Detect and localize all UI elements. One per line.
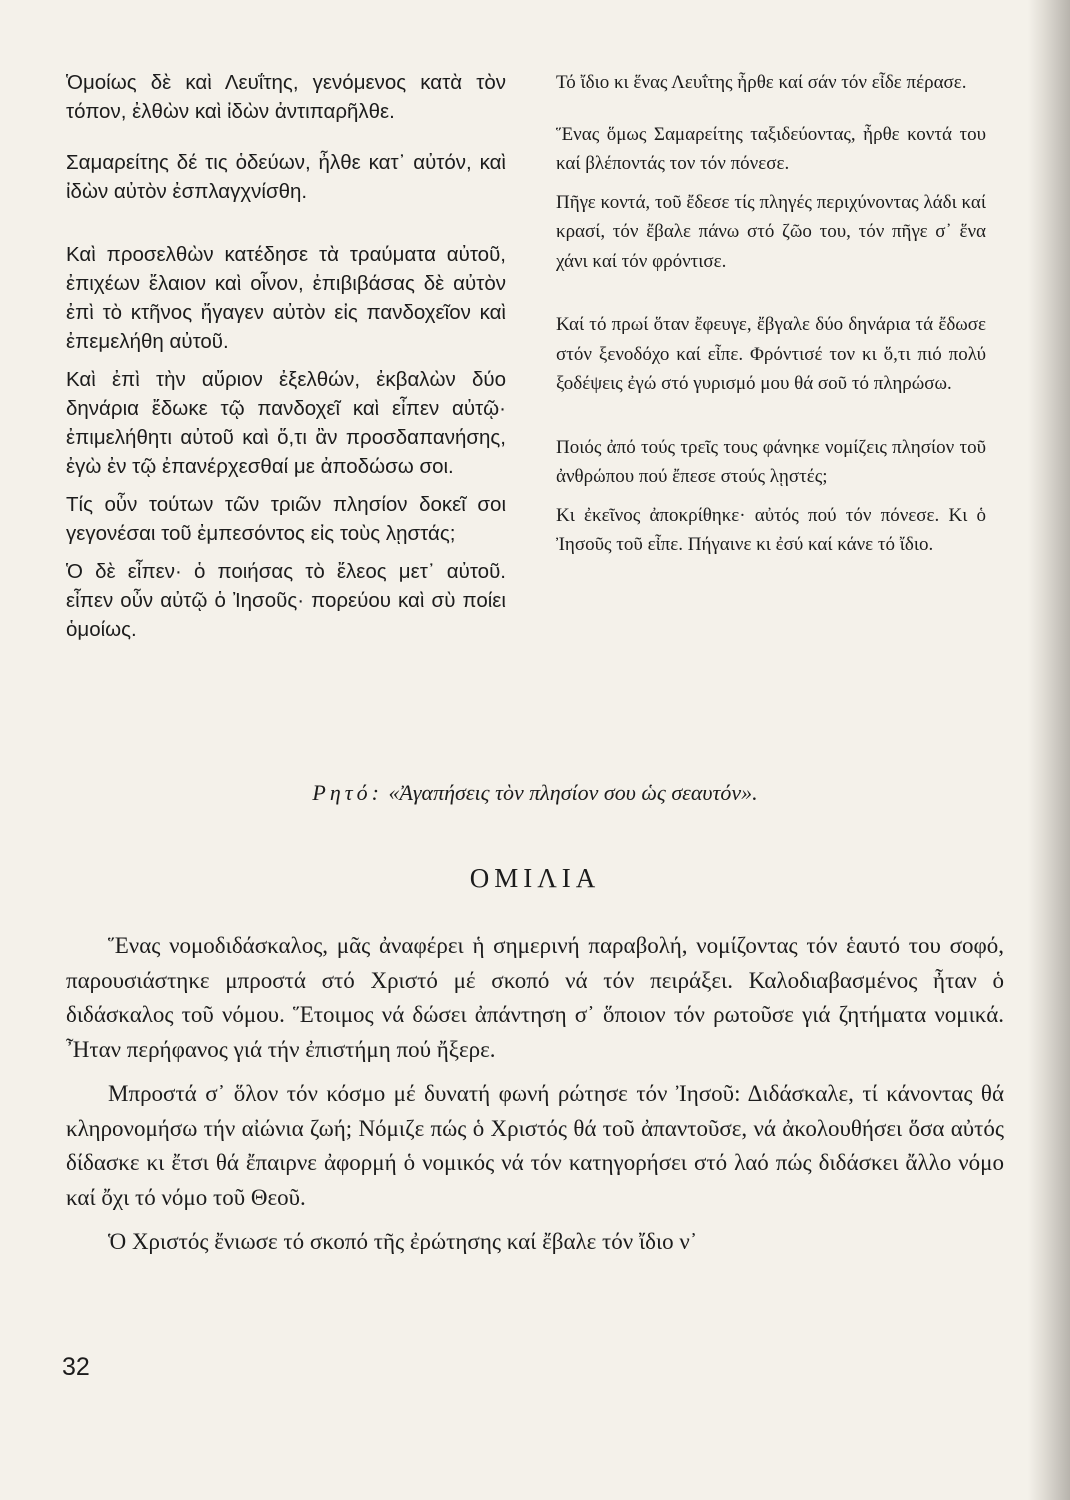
- page-edge-shadow: [1028, 0, 1070, 1500]
- page-number: 32: [62, 1353, 90, 1381]
- homily-heading: ΟΜΙΛΙΑ: [469, 863, 601, 893]
- ancient-paragraph-6: Ὁ δὲ εἶπεν· ὁ ποιήσας τὸ ἔλεος μετ᾽ αὐτοῦ. εἶπεν οὖν αὐτῷ ὁ Ἰησοῦς· πορεύου καὶ σὺ ποίει ὁμοίως.: [66, 560, 506, 641]
- ancient-paragraph-2: Σαμαρείτης δέ τις ὁδεύων, ἦλθε κατ᾽ αὐτόν, καὶ ἰδὼν αὐτὸν ἐσπλαγχνίσθη.: [66, 151, 506, 203]
- translation-paragraph-6: Κι ἐκεῖνος ἀποκρίθηκε· αὐτός πού τόν πόνεσε. Κι ὁ Ἰησοῦς τοῦ εἶπε. Πήγαινε κι ἐσύ καί κάνε τό ἴδιο.: [556, 504, 986, 555]
- ancient-paragraph-5: Τίς οὖν τούτων τῶν τριῶν πλησίον δοκεῖ σοι γεγονέσαι τοῦ ἐμπεσόντος εἰς τοὺς λῃστάς;: [66, 493, 506, 545]
- translation-paragraph-4: Καί τό πρωί ὅταν ἔφευγε, ἔβγαλε δύο δηνάρια τά ἔδωσε στόν ξενοδόχο καί εἶπε. Φρόντισέ τον κι ὅ,τι πιό πολύ ξοδέψεις ἐγώ στό γυρισμό μου θά σοῦ τό πληρώσω.: [556, 314, 986, 394]
- ancient-text-column: [66, 68, 506, 644]
- homily-paragraph-2: Μπροστά σ᾽ ὅλον τόν κόσμο μέ δυνατή φωνή ρώτησε τόν Ἰησοῦ: Διδάσκαλε, τί κάνοντας θά κληρονομήσω τήν αἰώνια ζωή; Νόμιζε πώς ὁ Χριστός θά τοῦ ἀπαντοῦσε, νά ἀκολουθήσει ὅσα αὐτός δίδασκε κι ἔτσι θά ἔπαιρνε ἀφορμή ὁ νομικός νά τόν κατηγορήσει στό λαό πώς διδάσκει ἄλλο νόμο καί ὄχι τό νόμο τοῦ Θεοῦ.: [66, 1081, 1004, 1210]
- scripture-saying: [0, 780, 1070, 806]
- translation-paragraph-2: Ἕνας ὅμως Σαμαρείτης ταξιδεύοντας, ἦρθε κοντά του καί βλέποντάς τον τόν πόνεσε.: [556, 123, 986, 174]
- translation-paragraph-1: Τό ἴδιο κι ἕνας Λευΐτης ἦρθε καί σάν τόν εἶδε πέρασε.: [556, 72, 967, 93]
- saying-label: Ρητό:: [312, 780, 383, 805]
- ancient-paragraph-4: Καὶ ἐπὶ τὴν αὔριον ἐξελθών, ἐκβαλὼν δύο δηνάρια ἔδωκε τῷ πανδοχεῖ καὶ εἶπεν αὐτῷ· ἐπιμελήθητι αὐτοῦ καὶ ὅ,τι ἂν προσδαπανήσης, ἐγὼ ἐν τῷ ἐπανέρχεσθαί με ἀποδώσω σοι.: [66, 368, 506, 478]
- homily-paragraph-1: Ἕνας νομοδιδάσκαλος, μᾶς ἀναφέρει ἡ σημερινή παραβολή, νομίζοντας τόν ἑαυτό του σοφό, παρουσιάστηκε μπροστά στό Χριστό μέ σκοπό νά τόν πειράξει. Καλοδιαβασμένος ἦταν ὁ διδάσκαλος τοῦ νόμου. Ἕτοιμος νά δώσει ἀπάντηση σ᾽ ὅποιον τόν ρωτοῦσε γιά ζητήματα νομικά. Ἦταν περήφανος γιά τήν ἐπιστήμη πού ἤξερε.: [66, 933, 1004, 1062]
- homily-paragraph-3: Ὁ Χριστός ἔνιωσε τό σκοπό τῆς ἐρώτησης καί ἔβαλε τόν ἴδιο ν᾽: [108, 1229, 698, 1254]
- ancient-paragraph-3: Καὶ προσελθὼν κατέδησε τὰ τραύματα αὐτοῦ, ἐπιχέων ἔλαιον καὶ οἶνον, ἐπιβιβάσας δὲ αὐτὸν ἐπὶ τὸ κτῆνος ἤγαγεν αὐτὸν εἰς πανδοχεῖον καὶ ἐπεμελήθη αὐτοῦ.: [66, 243, 506, 353]
- ancient-paragraph-1: Ὁμοίως δὲ καὶ Λευΐτης, γενόμενος κατὰ τὸν τόπον, ἐλθὼν καὶ ἰδὼν ἀντιπαρῆλθε.: [66, 71, 506, 123]
- translation-paragraph-3: Πῆγε κοντά, τοῦ ἔδεσε τίς πληγές περιχύνοντας λάδι καί κρασί, τόν ἔβαλε πάνω στό ζῶο του, τόν πῆγε σ᾽ ἕνα χάνι καί τόν φρόντισε.: [556, 191, 986, 272]
- saying-quote: «Ἀγαπήσεις τὸν πλησίον σου ὡς σεαυτόν».: [388, 780, 758, 805]
- homily-body: [66, 929, 1004, 1270]
- modern-translation-column: [556, 68, 986, 560]
- translation-paragraph-5: Ποιός ἀπό τούς τρεῖς τους φάνηκε νομίζεις πλησίον τοῦ ἀνθρώπου πού ἔπεσε στούς λῃστές;: [556, 436, 986, 487]
